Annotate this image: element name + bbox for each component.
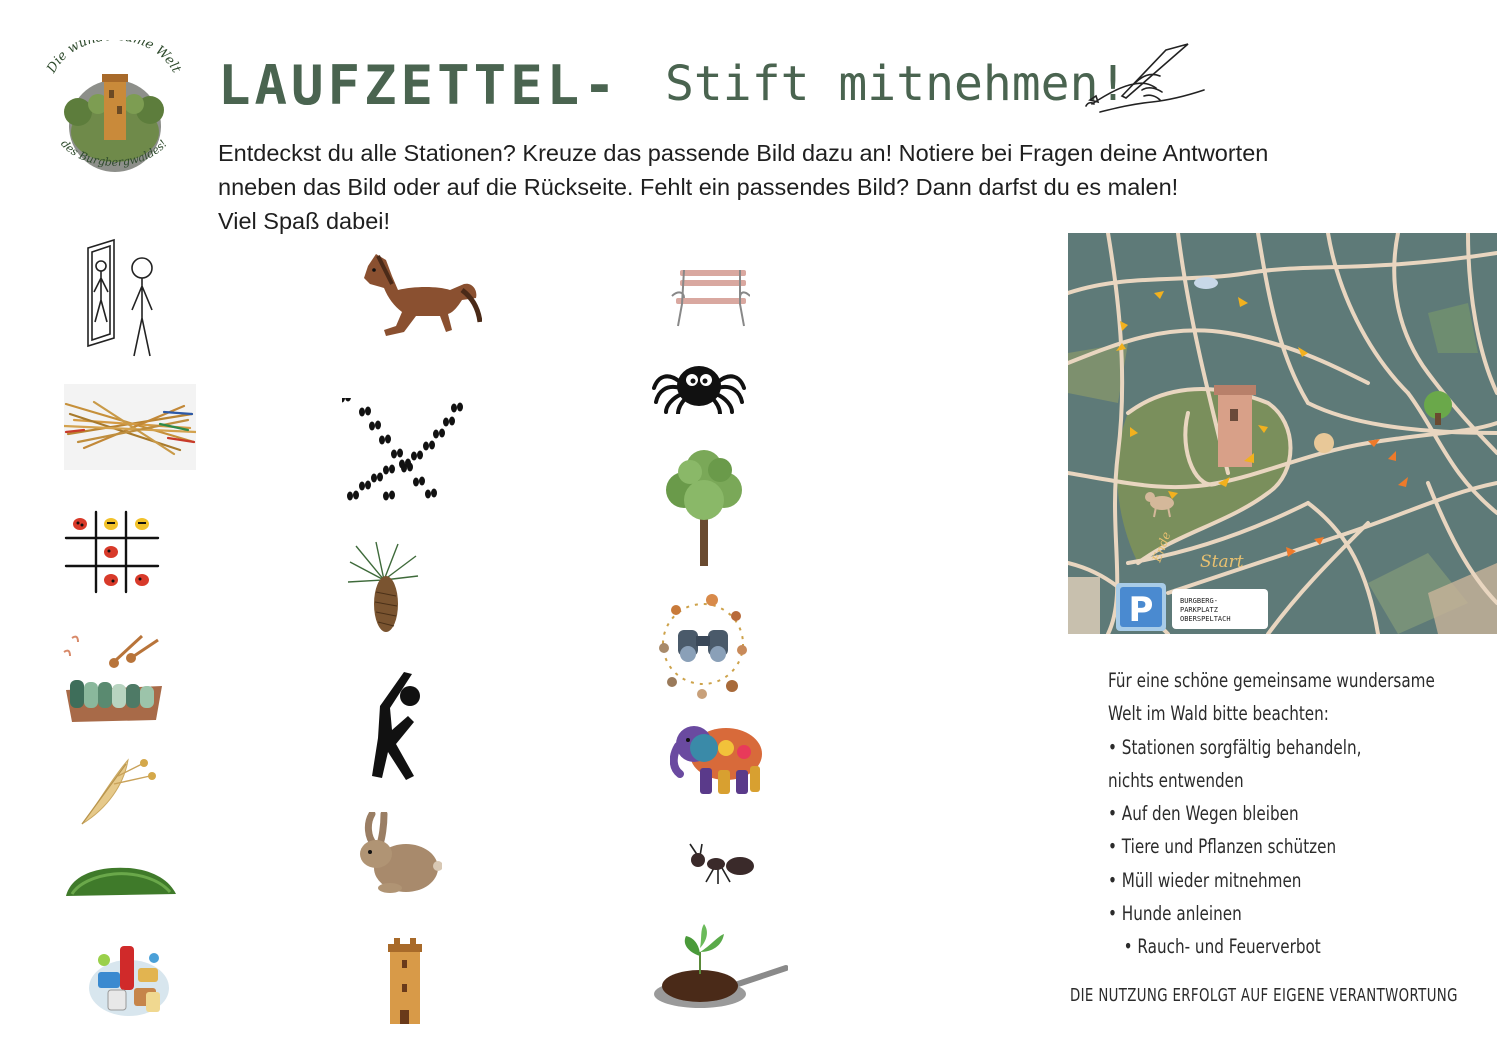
page-subtitle: Stift mitnehmen! — [665, 56, 1128, 112]
ant-icon[interactable] — [684, 842, 756, 888]
animal-tracks-icon[interactable] — [342, 398, 464, 506]
parking-label-3: OBERSPELTACH — [1180, 615, 1231, 623]
rules-line: • Müll wieder mitnehmen — [1108, 868, 1302, 892]
rabbit-icon[interactable] — [350, 812, 442, 896]
tower-icon[interactable] — [386, 938, 424, 1026]
rules-line: • Tiere und Pflanzen schützen — [1108, 835, 1337, 859]
mirror-stickfigure-icon[interactable] — [84, 238, 164, 360]
horse-icon[interactable] — [358, 250, 482, 346]
elephant-icon[interactable] — [670, 718, 768, 798]
rules-line: nichts entwenden — [1108, 768, 1244, 792]
logo-text-top: Die wu me Welt — [44, 40, 184, 76]
bench-icon[interactable] — [670, 266, 750, 328]
disclaimer: DIE NUTZUNG ERFOLGT AUF EIGENE VERANTWORTUNG — [1070, 985, 1458, 1006]
rules-line: • Auf den Wegen bleiben — [1108, 802, 1299, 826]
rules-line: Für eine schöne gemeinsame wundersame — [1108, 669, 1435, 692]
mikado-sticks-icon[interactable] — [64, 384, 196, 470]
rules-line: • Stationen sorgfältig behandeln, — [1108, 735, 1362, 759]
rules-line: • Rauch- und Feuerverbot — [1123, 935, 1321, 959]
tic-tac-toe-ladybug-icon[interactable] — [64, 508, 160, 594]
seedling-spoon-icon[interactable] — [652, 922, 788, 1010]
map-start-label: Start — [1200, 552, 1244, 572]
moss-icon[interactable] — [64, 864, 178, 898]
spider-icon[interactable] — [650, 358, 748, 414]
parking-label-2: PARKPLATZ — [1180, 606, 1218, 614]
svg-text:Die wundersame Welt — [44, 40, 184, 77]
parking-sign: P — [1128, 590, 1154, 630]
hand-writing-icon — [1082, 42, 1212, 122]
map-end-label: Ende — [1149, 529, 1174, 565]
rules-line: • Hunde anleinen — [1108, 902, 1242, 926]
pine-cone-icon[interactable] — [346, 540, 422, 636]
intro-line-1: Entdeckst du alle Stationen? Kreuze das passende Bild dazu an! Notiere bei Fragen deine Antworten — [218, 140, 1269, 166]
binoculars-wreath-icon[interactable] — [656, 590, 750, 702]
logo-text-bottom: des Burgbergwaldes! — [58, 137, 170, 169]
rules-line: Welt im Wald bitte beachten: — [1108, 702, 1329, 726]
trash-pile-icon[interactable] — [84, 938, 174, 1020]
xylophone-icon[interactable] — [62, 630, 166, 726]
intro-text — [218, 136, 1438, 238]
tree-icon[interactable] — [664, 446, 744, 568]
rules-text — [1108, 664, 1435, 964]
stretching-figure-icon[interactable] — [368, 668, 428, 780]
logo — [38, 40, 188, 180]
parking-label-1: BURGBERG- — [1180, 597, 1218, 605]
feather-icon[interactable] — [78, 754, 162, 826]
intro-line-2: nneben das Bild oder auf die Rückseite. Fehlt ein passendes Bild? Dann darfst du es malen! — [218, 174, 1179, 200]
page-title: LAUFZETTEL- — [218, 54, 620, 117]
trail-map — [1068, 233, 1497, 634]
intro-line-3: Viel Spaß dabei! — [218, 208, 391, 234]
